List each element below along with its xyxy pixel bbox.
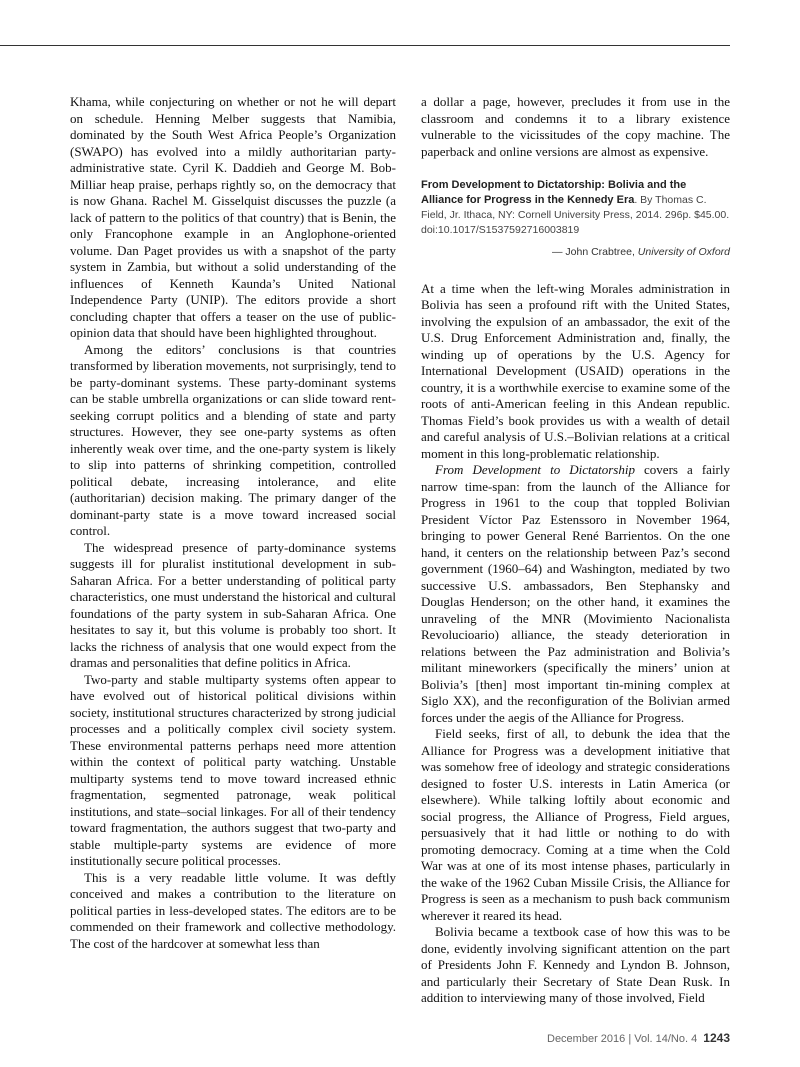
left-column [70, 94, 396, 952]
review-book-title: From Development to Dictatorship: Bolivia and the Alliance for Progress in the Kennedy Era [421, 179, 687, 206]
right-column [421, 94, 730, 1007]
issue-info: December 2016 | Vol. 14/No. 4 [547, 1033, 698, 1045]
page-footer [547, 1031, 730, 1045]
review-header [421, 178, 730, 238]
header-rule [0, 45, 730, 46]
body-paragraph: Field seeks, first of all, to debunk the idea that the Alliance for Progress was a development initiative that was somehow free of ideology and strategic considerations designed to foster U.S. interests in Latin America (or elsewhere). While talking loftily about economic and social progress, the Alliance of Progress, Field argues, persuasively that it had little or nothing to do with promoting democracy. Coming at a time when the Cold War was at one of its most intense phases, particularly in the wake of the 1962 Cuban Missile Crisis, the Alliance for Progress is seen as a mechanism to push back communism wherever it reared its head. [421, 726, 730, 923]
body-paragraph: The widespread presence of party-dominance systems suggests ill for pluralist institutional development in sub-Saharan Africa. For a better understanding of political party characteristics, one must understand the historical and cultural foundations of the party system in sub-Saharan Africa. One hesitates to say it, but this volume is probably too short. It lacks the richness of analysis that one would expect from the dramas and personalities that define politics in Africa. [70, 539, 396, 670]
body-paragraph: Two-party and stable multiparty systems often appear to have evolved out of historical political divisions within society, institutional structures characterized by strong judicial processes and a politically complex civil society system. These environmental patterns perhaps need more attention within the context of political party watching. Unstable multiparty systems tend to move toward increased ethnic fragmentation, segmented patronage, weak political institutions, and state–social linkages. For all of their tendency toward fragmentation, the authors suggest that two-party and stable multiple-party systems are evidence of more institutionally secure political processes. [70, 671, 396, 868]
body-paragraph: This is a very readable little volume. It was deftly conceived and makes a contribution to the literature on political parties in less-developed states. The editors are to be commended on their framework and collective methodology. The cost of the hardcover at somewhat less than [70, 869, 396, 951]
body-paragraph: At a time when the left-wing Morales administration in Bolivia has seen a profound rift with the United States, involving the expulsion of an ambassador, the exit of the U.S. Drug Enforcement Administration and, finally, the winding up of operations by the U.S. Agency for International Development (USAID) operations in the country, it is a worthwhile exercise to examine some of the roots of anti-American feeling in this Andean republic. Thomas Field’s book provides us with a wealth of detail and careful analysis of U.S.–Bolivian relations at a critical moment in this long-problematic relationship. [421, 280, 730, 461]
review-citation: . By Thomas C. Field, Jr. Ithaca, NY: Cornell University Press, 2014. 296p. $45.00. doi:10.1017/S1537592716003819 [421, 194, 730, 236]
reviewer-institution: University of Oxford [637, 246, 730, 258]
book-title-italic: From Development to Dictatorship [435, 462, 635, 477]
body-paragraph: Bolivia became a textbook case of how this was to be done, evidently involving significant attention on the part of Presidents John F. Kennedy and Lyndon B. Johnson, and particularly their Secretary of State Dean Rusk. In addition to interviewing many of those involved, Field [421, 924, 730, 1005]
page-number: 1243 [703, 1031, 730, 1045]
continued-paragraph: a dollar a page, however, precludes it from use in the classroom and condemns it to a library existence vulnerable to the vicissitudes of the copy machine. The paperback and online versions are almost as expensive. [421, 94, 730, 159]
body-paragraph: Khama, while conjecturing on whether or not he will depart on schedule. Henning Melber suggests that Namibia, dominated by the South West Africa People’s Organization (SWAPO) has evolved into a mildly authoritarian party-administrative state. Cyril K. Daddieh and George M. Bob-Milliar heap praise, perhaps rightly so, on the democracy that is now Ghana. Rachel M. Gisselquist discusses the puzzle (a lack of pattern to the politics of that country) that is Benin, the only Francophone example in an Anglophone-oriented volume. Dan Paget provides us with a snapshot of the party system in Zambia, but without a solid understanding of the influences of Kenneth Kaunda’s United National Independence Party (UNIP). The editors provide a short concluding chapter that offers a teaser on the use of public-opinion data that should have been highlighted throughout. [70, 94, 396, 340]
body-paragraph: Among the editors’ conclusions is that countries transformed by liberation movements, not surprisingly, tend to be party-dominant systems. These party-dominant systems can be stable umbrella organizations or can slide toward rent-seeking corrupt politics and a blending of state and party structures. However, they see one-party systems as often inherently weak over time, and the one-party system is likely to slip into patterns of shrinking competition, controlled political debate, increasing intolerance, and elite (authoritarian) decision making. The primary danger of the dominant-party state is a move toward increased social control. [70, 341, 396, 538]
reviewer-name: — John Crabtree, [552, 246, 638, 258]
paragraph-text: covers a fairly narrow time-span: from the launch of the Alliance for Progress in 1961 to the coup that toppled Bolivian President Víctor Paz Estenssoro in November 1964, bringing to power General René Barrientos. On the one hand, it centers on the relationship between Paz’s second government (1960–64) and Washington, mediated by two successive U.S. ambassadors, Ben Stephansky and Douglas Henderson; on the other hand, it examines the unraveling of the MNR (Movimiento Nacionalista Revolucioario) alliance, the steady deterioration in relations between the Paz administration and Bolivia’s militant mineworkers (specifically the miners’ union at Bolivia’s [then] most important tin-mining complex at Siglo XX), and the reconfiguration of the Bolivian armed forces under the aegis of the Alliance for Progress. [421, 462, 730, 725]
reviewer-line [421, 244, 730, 261]
body-paragraph [421, 462, 730, 726]
